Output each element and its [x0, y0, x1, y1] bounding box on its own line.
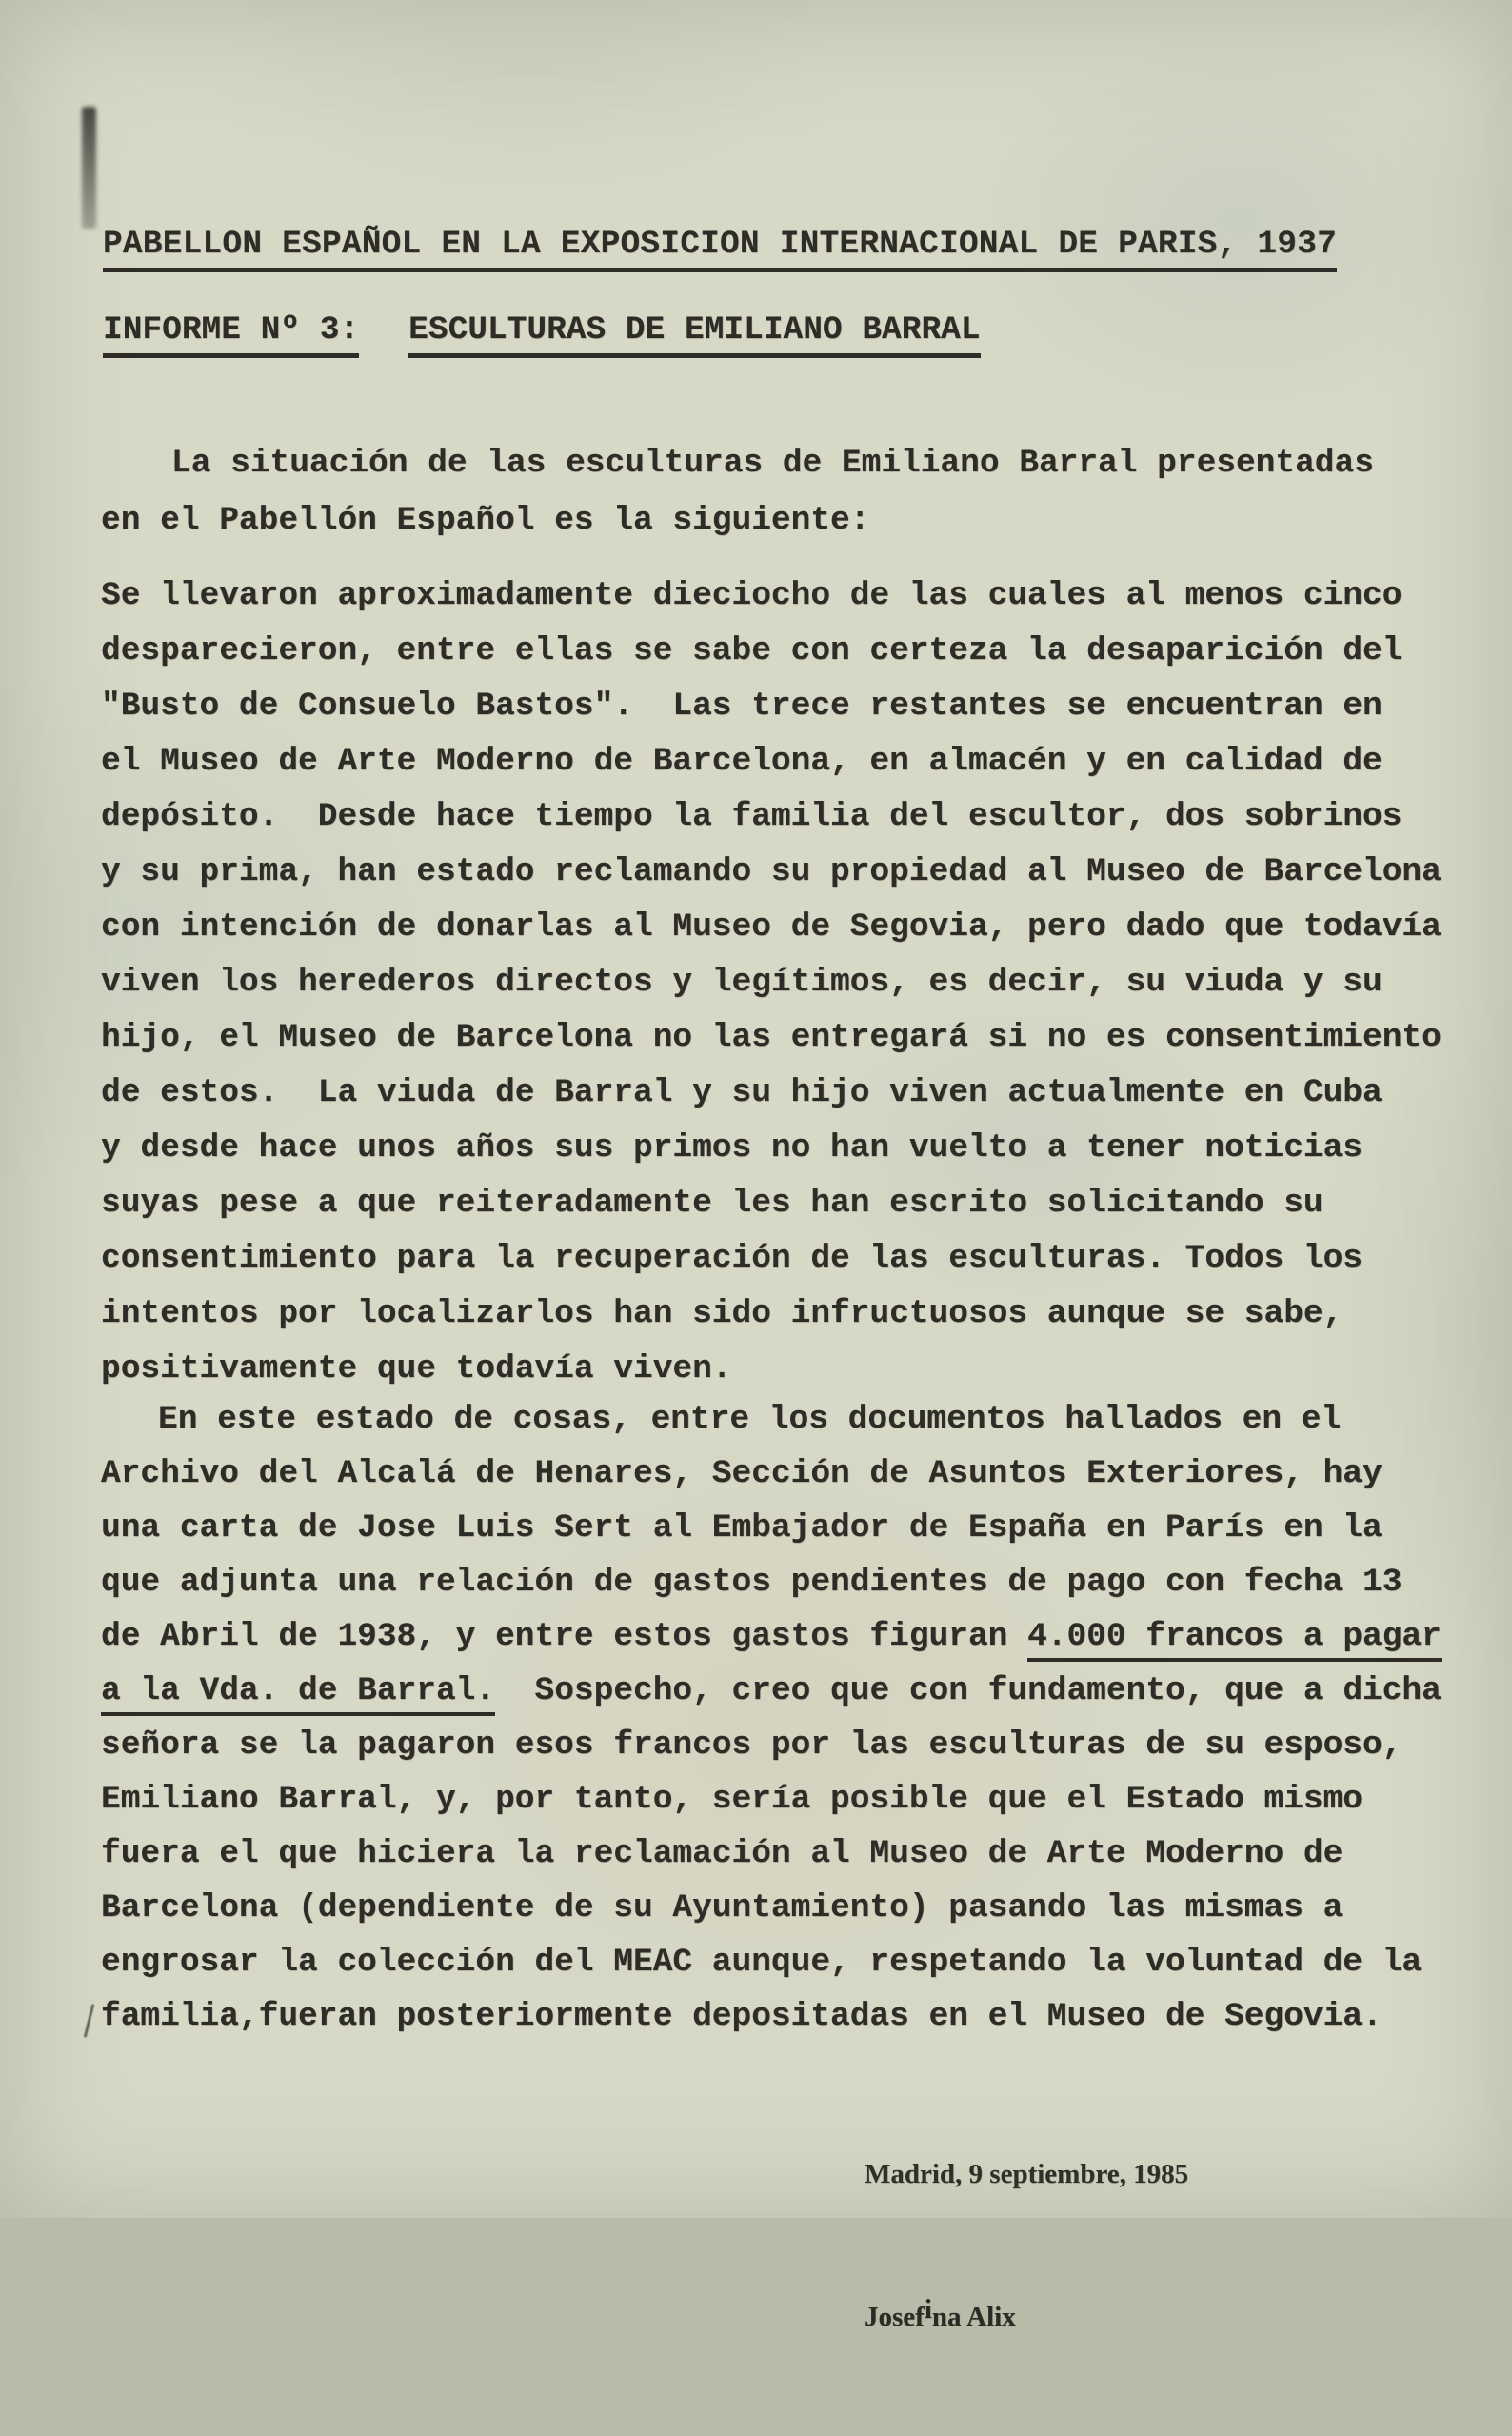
text-segment: consentimiento para la recuperación de las esculturas. Todos los — [101, 1240, 1363, 1277]
text-line — [101, 1294, 1343, 1334]
text-segment: viven los herederos directos y legítimos, es decir, su viuda y su — [101, 964, 1383, 1001]
text-line — [101, 1018, 1442, 1058]
text-line — [101, 1349, 732, 1389]
text-line — [101, 576, 1402, 616]
report-subject-label: ESCULTURAS DE EMILIANO BARRAL — [408, 311, 980, 358]
text-line — [101, 797, 1402, 837]
underlined-text: a la Vda. de Barral. — [101, 1672, 495, 1716]
scan-shadow-artifact — [82, 107, 96, 229]
text-line — [101, 1454, 1383, 1494]
text-segment: Sospecho, creo que con fundamento, que a dicha — [495, 1672, 1442, 1709]
text-line — [101, 1073, 1383, 1113]
text-segment: de Abril de 1938, y entre estos gastos figuran — [101, 1618, 1028, 1655]
text-segment: Se llevaron aproximadamente dieciocho de las cuales al menos cinco — [101, 577, 1403, 614]
text-segment: Archivo del Alcalá de Henares, Sección de Asuntos Exteriores, hay — [101, 1455, 1383, 1492]
text-line — [101, 742, 1383, 782]
text-line — [101, 631, 1402, 671]
text-segment: Emiliano Barral, y, por tanto, sería posible que el Estado mismo — [101, 1781, 1363, 1818]
text-line — [101, 852, 1442, 892]
text-line — [101, 1943, 1422, 1983]
text-segment: La situación de las esculturas de Emiliano Barral presentadas — [171, 445, 1374, 482]
text-line — [101, 963, 1383, 1003]
text-segment: que adjunta una relación de gastos pendientes de pago con fecha 13 — [101, 1564, 1403, 1601]
text-line — [101, 908, 1442, 948]
text-segment: engrosar la colección del MEAC aunque, respetando la voluntad de la — [101, 1944, 1422, 1981]
text-line — [101, 501, 869, 541]
report-heading — [103, 311, 981, 349]
text-segment: positivamente que todavía viven. — [101, 1350, 732, 1388]
text-segment: "Busto de Consuelo Bastos". Las trece restantes se encuentran en — [101, 688, 1383, 725]
document-title — [103, 226, 1337, 264]
text-line — [101, 1997, 1383, 2037]
text-segment: depósito. Desde hace tiempo la familia del escultor, dos sobrinos — [101, 798, 1403, 835]
document-title-text: PABELLON ESPAÑOL EN LA EXPOSICION INTERNACIONAL DE PARIS, 1937 — [103, 226, 1337, 272]
text-segment: y desde hace unos años sus primos no han vuelto a tener noticias — [101, 1129, 1363, 1167]
text-line — [101, 444, 1374, 484]
text-line — [101, 1508, 1383, 1548]
text-line — [101, 1671, 1442, 1711]
text-line — [101, 1834, 1343, 1874]
pen-mark — [84, 2004, 95, 2038]
text-segment: Barcelona (dependiente de su Ayuntamiento) pasando las mismas a — [101, 1889, 1343, 1927]
text-segment: En este estado de cosas, entre los documentos hallados en el — [158, 1401, 1342, 1438]
text-segment: el Museo de Arte Moderno de Barcelona, en almacén y en calidad de — [101, 743, 1383, 780]
text-line — [101, 1888, 1343, 1928]
text-line — [101, 1400, 1341, 1440]
text-segment: de estos. La viuda de Barral y su hijo viven actualmente en Cuba — [101, 1074, 1383, 1111]
text-segment: con intención de donarlas al Museo de Segovia, pero dado que todavía — [101, 909, 1442, 946]
text-segment: intentos por localizarlos han sido infructuosos aunque se sabe, — [101, 1295, 1343, 1332]
text-segment: señora se la pagaron esos francos por las esculturas de su esposo, — [101, 1727, 1403, 1764]
text-line — [101, 1617, 1442, 1657]
text-segment: una carta de Jose Luis Sert al Embajador de España en París en la — [101, 1509, 1383, 1547]
signature-author-post: na Alix — [931, 2302, 1016, 2332]
text-segment: hijo, el Museo de Barcelona no las entregará si no es consentimiento — [101, 1019, 1442, 1056]
text-line — [101, 1128, 1363, 1168]
text-line — [101, 1563, 1402, 1603]
text-segment: en el Pabellón Español es la siguiente: — [101, 502, 870, 539]
signature-block — [865, 2055, 1188, 2436]
text-segment: suyas pese a que reiteradamente les han escrito solicitando su — [101, 1185, 1323, 1222]
signature-author — [865, 2293, 1188, 2341]
report-number-label: INFORME Nº 3: — [103, 311, 359, 358]
signature-place-date: Madrid, 9 septiembre, 1985 — [865, 2159, 1189, 2189]
signature-author-raised-letter: i — [924, 2294, 932, 2325]
text-segment: y su prima, han estado reclamando su propiedad al Museo de Barcelona — [101, 853, 1442, 890]
signature-author-pre: Josef — [865, 2302, 925, 2332]
text-line — [101, 687, 1383, 727]
text-line — [101, 1239, 1363, 1279]
underlined-text: 4.000 francos a pagar — [1027, 1618, 1442, 1662]
text-segment: fuera el que hiciera la reclamación al Museo de Arte Moderno de — [101, 1835, 1343, 1872]
text-segment: desparecieron, entre ellas se sabe con certeza la desaparición del — [101, 632, 1403, 669]
text-line — [101, 1780, 1363, 1820]
text-line — [101, 1184, 1323, 1224]
text-line — [101, 1726, 1402, 1766]
text-segment: familia,fueran posteriormente depositadas en el Museo de Segovia. — [101, 1998, 1383, 2035]
